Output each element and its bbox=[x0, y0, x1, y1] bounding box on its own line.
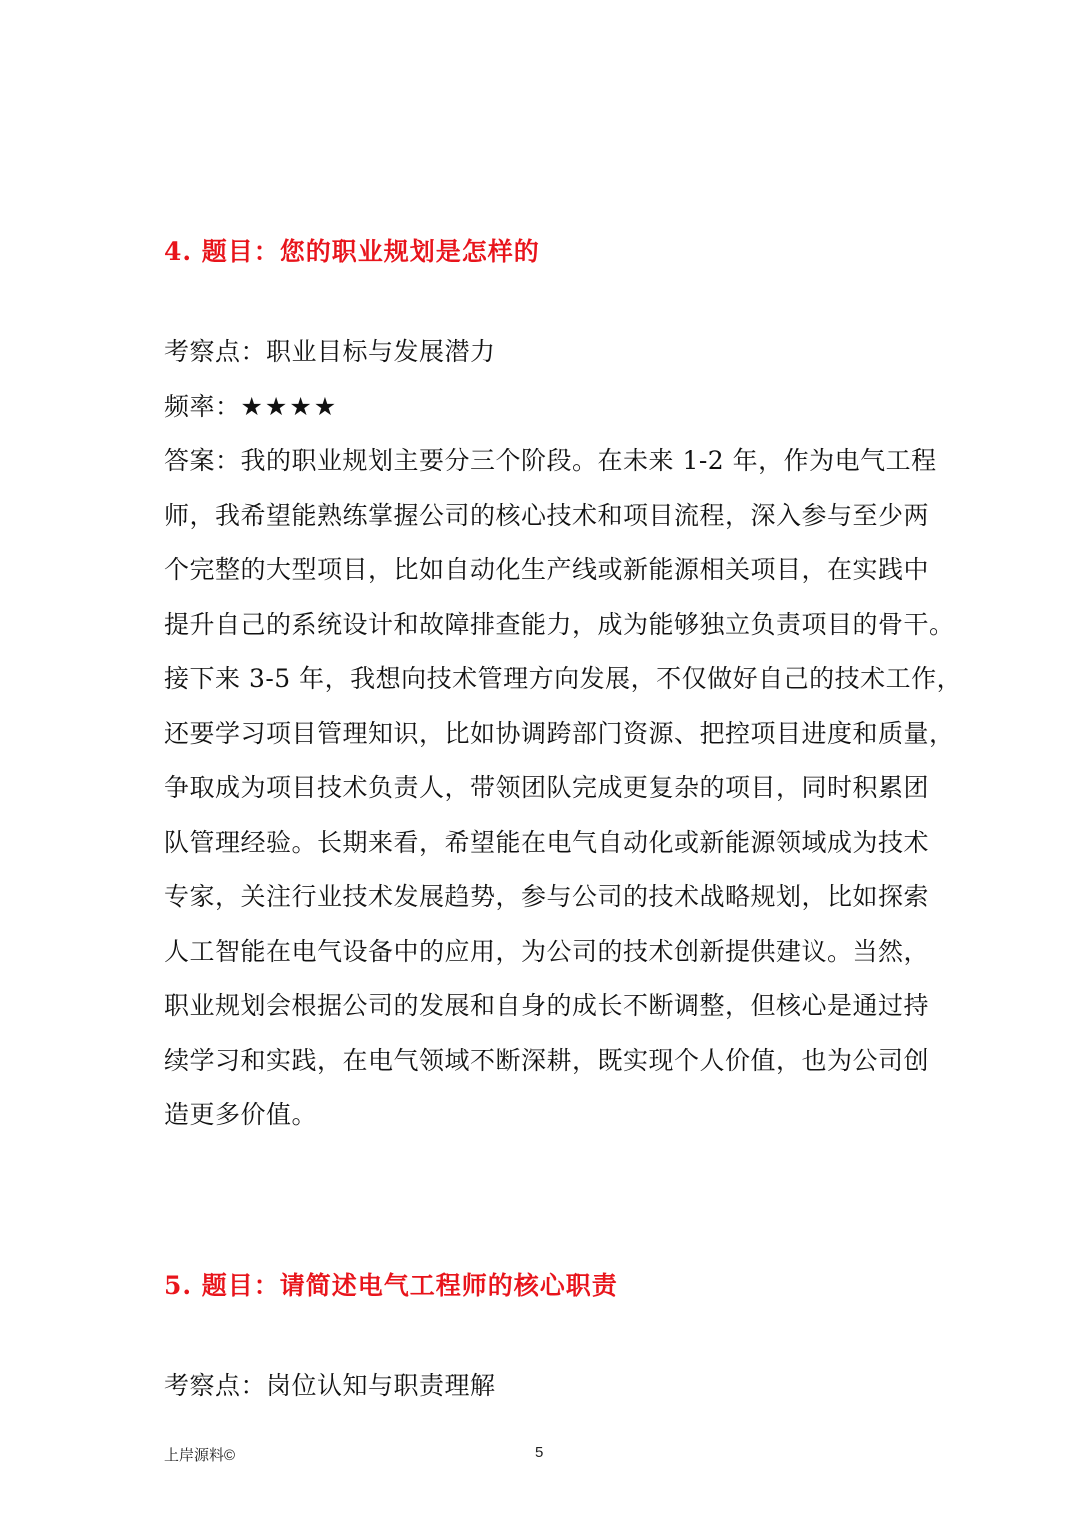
answer-line: 专家，关注行业技术发展趋势，参与公司的技术战略规划，比如探索 bbox=[164, 882, 930, 911]
answer-line: 续学习和实践，在电气领域不断深耕，既实现个人价值，也为公司创 bbox=[164, 1045, 930, 1075]
question-5-inspection-point bbox=[164, 1359, 920, 1414]
page-footer bbox=[0, 1444, 1080, 1470]
answer-line: 队管理经验。长期来看，希望能在电气自动化或新能源领域成为技术 bbox=[164, 827, 930, 857]
frequency-stars: ★★★★ bbox=[240, 391, 339, 421]
answer-line: 造更多价值。 bbox=[164, 1100, 318, 1129]
inspection-value: 职业目标与发展潜力 bbox=[266, 337, 496, 366]
answer-line: 职业规划会根据公司的发展和自身的成长不断调整，但核心是通过持 bbox=[164, 991, 930, 1020]
frequency-label: 频率： bbox=[164, 391, 241, 421]
page-content bbox=[164, 226, 963, 1413]
page-number: 5 bbox=[535, 1444, 544, 1461]
question-4-answer bbox=[164, 434, 963, 1143]
answer-line: 师，我希望能熟练掌握公司的核心技术和项目流程，深入参与至少两 bbox=[164, 500, 930, 530]
answer-line: 人工智能在电气设备中的应用，为公司的技术创新提供建议。当然， bbox=[164, 936, 930, 966]
answer-line: 个完整的大型项目，比如自动化生产线或新能源相关项目，在实践中 bbox=[164, 555, 930, 584]
spacer bbox=[164, 278, 920, 325]
question-4-inspection-point bbox=[164, 325, 920, 380]
answer-line: 答案：我的职业规划主要分三个阶段。在未来 1-2 年，作为电气工程 bbox=[164, 446, 937, 475]
answer-line: 争取成为项目技术负责人，带领团队完成更复杂的项目，同时积累团 bbox=[164, 773, 930, 802]
inspection-label: 考察点： bbox=[164, 337, 267, 366]
footer-source: 上岸源料© bbox=[164, 1447, 236, 1464]
answer-line: 接下来 3-5 年，我想向技术管理方向发展，不仅做好自己的技术工作， bbox=[164, 664, 963, 693]
question-5-title: 5. 题目：请简述电气工程师的核心职责 bbox=[164, 1270, 618, 1300]
question-4-title: 4. 题目：您的职业规划是怎样的 bbox=[164, 237, 540, 266]
answer-line: 提升自己的系统设计和故障排查能力，成为能够独立负责项目的骨干。 bbox=[164, 609, 955, 639]
question-4-frequency bbox=[164, 380, 920, 435]
inspection-label: 考察点： bbox=[164, 1370, 267, 1400]
inspection-value: 岗位认知与职责理解 bbox=[266, 1370, 496, 1400]
answer-line: 还要学习项目管理知识，比如协调跨部门资源、把控项目进度和质量， bbox=[164, 718, 955, 748]
spacer bbox=[164, 1312, 920, 1359]
spacer bbox=[164, 1143, 920, 1260]
